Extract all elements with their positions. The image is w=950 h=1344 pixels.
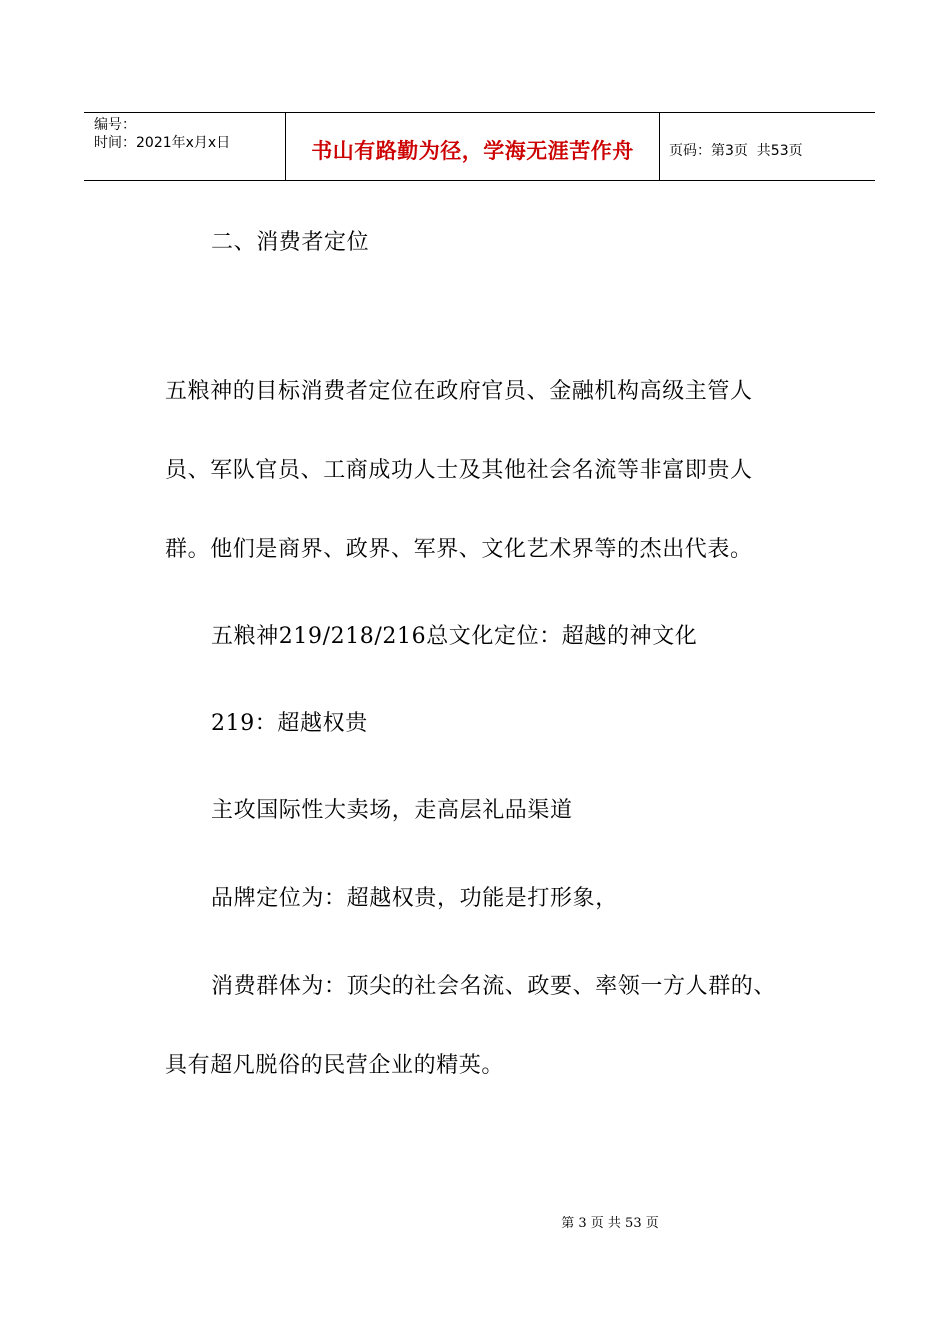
header-motto-cell xyxy=(286,113,660,180)
header-motto: 书山有路勤为径，学海无涯苦作舟 xyxy=(311,138,634,163)
header-page-cell xyxy=(660,113,875,180)
paragraph-line: 群。他们是商界、政界、军界、文化艺术界等的杰出代表。 xyxy=(165,537,753,562)
header-meta-cell xyxy=(84,113,286,180)
product-line: 219：超越权贵 xyxy=(211,711,368,736)
section-heading: 二、消费者定位 xyxy=(211,230,370,255)
consumer-group-line: 具有超凡脱俗的民营企业的精英。 xyxy=(165,1053,505,1078)
page-footer xyxy=(0,1212,950,1231)
header-page-number: 页码：第3页 共53页 xyxy=(669,142,803,159)
paragraph-line: 五粮神的目标消费者定位在政府官员、金融机构高级主管人 xyxy=(165,379,753,404)
brand-positioning-line: 品牌定位为：超越权贵，功能是打形象， xyxy=(211,886,618,911)
document-time-label: 时间：2021年x月x日 xyxy=(94,135,231,151)
footer-page-number: 第 3 页 共 53 页 xyxy=(561,1216,659,1231)
document-number-label: 编号： xyxy=(94,117,136,133)
culture-positioning-line: 五粮神219/218/216总文化定位：超越的神文化 xyxy=(211,624,698,649)
consumer-group-line: 消费群体为：顶尖的社会名流、政要、率领一方人群的、 xyxy=(211,974,777,999)
channel-line: 主攻国际性大卖场，走高层礼品渠道 xyxy=(211,798,573,823)
paragraph-line: 员、军队官员、工商成功人士及其他社会名流等非富即贵人 xyxy=(165,458,753,483)
document-header xyxy=(84,112,875,181)
